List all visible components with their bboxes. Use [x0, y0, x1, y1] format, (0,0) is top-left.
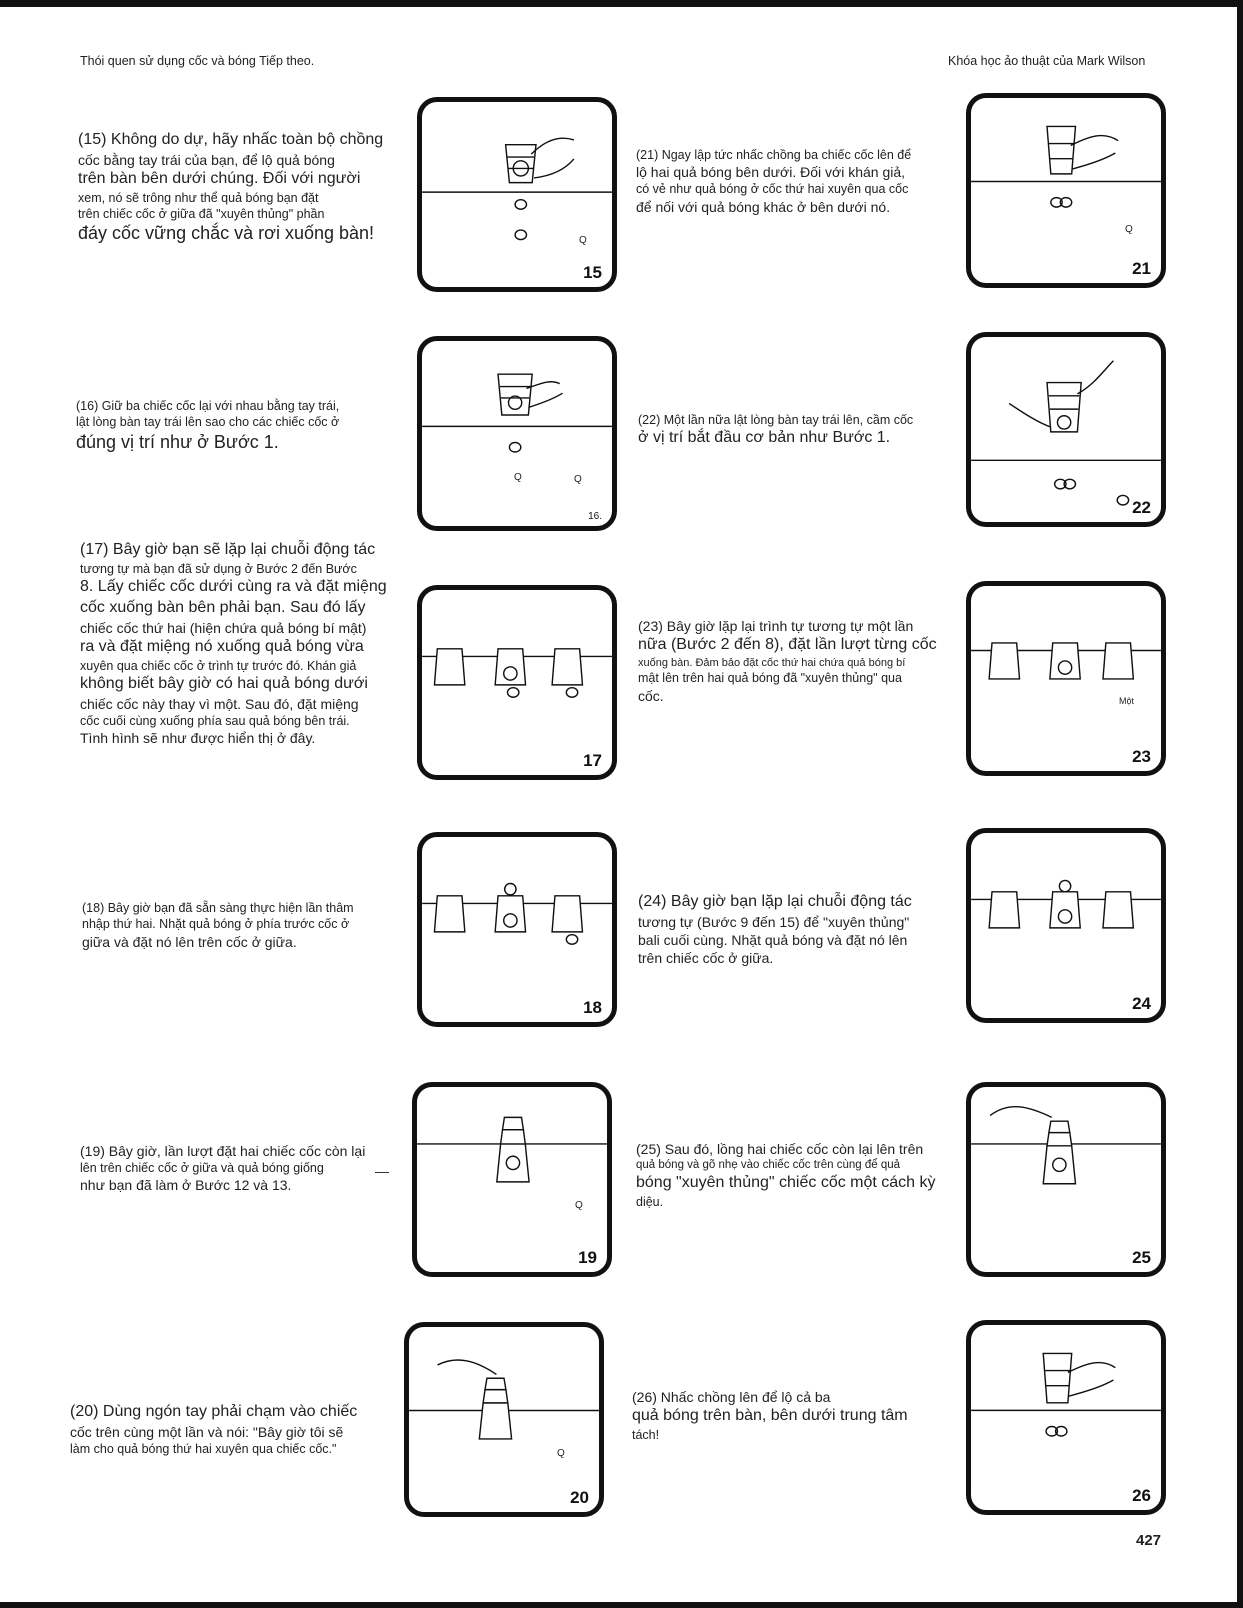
figure-15-number: 15 [583, 263, 602, 282]
step-21-text: (21) Ngay lập tức nhấc chồng ba chiếc cốc lên để lộ hai quả bóng bên dưới. Đối với khán giả, có vẻ như quả bóng ở cốc thứ hai xuyên qua cốc để nối với quả bóng khác ở bên dưới nó. [636, 148, 912, 215]
figure-15-ball-label: Q [579, 235, 587, 246]
figure-22-drawing [971, 337, 1161, 522]
step-18-text: (18) Bây giờ bạn đã sẵn sàng thực hiện lần thâm nhập thứ hai. Nhặt quả bóng ở phía trước cốc ở giữa và đặt nó lên trên cốc ở giữa. [82, 901, 354, 950]
figure-16 [417, 336, 617, 531]
figure-26-number: 26 [1132, 1486, 1151, 1505]
figure-17 [417, 585, 617, 780]
step-19-text: (19) Bây giờ, lần lượt đặt hai chiếc cốc còn lại lên trên chiếc cốc ở giữa và quả bóng giống như bạn đã làm ở Bước 12 và 13. [80, 1143, 366, 1194]
figure-25 [966, 1082, 1166, 1277]
step-20-text: (20) Dùng ngón tay phải chạm vào chiếc cốc trên cùng một lần và nói: "Bây giờ tôi sẽ làm cho quả bóng thứ hai xuyên qua chiếc cốc." [70, 1403, 358, 1456]
running-header-right: Khóa học ảo thuật của Mark Wilson [948, 54, 1146, 68]
figure-24-drawing [971, 833, 1161, 1018]
figure-20-number: 20 [570, 1488, 589, 1507]
figure-15-drawing [422, 102, 612, 287]
figure-23 [966, 581, 1166, 776]
step-22-text: (22) Một lần nữa lật lòng bàn tay trái lên, cầm cốc ở vị trí bắt đầu cơ bản như Bước 1. [638, 413, 914, 447]
figure-20-ball-label: Q [557, 1448, 565, 1459]
step-26-text: (26) Nhấc chồng lên để lộ cả ba quả bóng trên bàn, bên dưới trung tâm tách! [632, 1389, 908, 1442]
figure-24-number: 24 [1132, 994, 1151, 1013]
running-header-left: Thói quen sử dụng cốc và bóng Tiếp theo. [80, 54, 315, 68]
figure-17-drawing [422, 590, 612, 775]
figure-25-number: 25 [1132, 1248, 1151, 1267]
figure-18-number: 18 [583, 998, 602, 1017]
step-15-text: (15) Không do dự, hãy nhấc toàn bộ chồng cốc bằng tay trái của bạn, để lộ quả bóng trên bàn bên dưới chúng. Đối với người xem, nó sẽ trông như thể quả bóng bạn đặt trên chiếc cốc ở giữa đã "xuyên thủng" phần đáy cốc vững chắc và rơi xuống bàn! [78, 131, 384, 244]
figure-21-number: 21 [1132, 259, 1151, 278]
figure-16-number: 16. [588, 511, 602, 522]
figure-21 [966, 93, 1166, 288]
step-24-text: (24) Bây giờ bạn lặp lại chuỗi động tác tương tự (Bước 9 đến 15) để "xuyên thủng" bali cuối cùng. Nhặt quả bóng và đặt nó lên trên chiếc cốc ở giữa. [638, 893, 912, 967]
figure-21-drawing [971, 98, 1161, 283]
step-19-dash: — [375, 1163, 389, 1179]
figure-26-drawing [971, 1325, 1161, 1510]
figure-23-drawing [971, 586, 1161, 771]
figure-22-number: 22 [1132, 498, 1151, 517]
figure-20-drawing [409, 1327, 599, 1512]
step-25-text: (25) Sau đó, lồng hai chiếc cốc còn lại lên trên quả bóng và gõ nhẹ vào chiếc cốc trên cùng để quả bóng "xuyên thủng" chiếc cốc một cách kỳ diệu. [636, 1141, 936, 1209]
step-17-text: (17) Bây giờ bạn sẽ lặp lại chuỗi động tác tương tự mà bạn đã sử dụng ở Bước 2 đến Bước 8. Lấy chiếc cốc dưới cùng ra và đặt miệng cốc xuống bàn bên phải bạn. Sau đó lấy chiếc cốc thứ hai (hiện chứa quả bóng bí mật) ra và đặt miệng nó xuống quả bóng vừa xuyên qua chiếc cốc ở trình tự trước đó. Khán giả không biết bây giờ có hai quả bóng dưới chiếc cốc này thay vì một. Sau đó, đặt miệng cốc cuối cùng xuống phía sau quả bóng bên trái. Tình hình sẽ như được hiển thị ở đây. [80, 541, 387, 747]
page-right-border [1237, 0, 1243, 1608]
figure-19-number: 19 [578, 1248, 597, 1267]
figure-21-ball-label: Q [1125, 224, 1133, 235]
figure-16-ball-label-2: Q [574, 474, 582, 485]
figure-18 [417, 832, 617, 1027]
figure-26 [966, 1320, 1166, 1515]
figure-17-number: 17 [583, 751, 602, 770]
figure-19-ball-label: Q [575, 1200, 583, 1211]
step-23-text: (23) Bây giờ lặp lại trình tự tương tự một lần nữa (Bước 2 đến 8), đặt lần lượt từng cốc xuống bàn. Đảm bảo đặt cốc thứ hai chứa quả bóng bí mật lên trên hai quả bóng đã "xuyên thủng" qua cốc. [638, 618, 937, 704]
figure-20 [404, 1322, 604, 1517]
page-number: 427 [1136, 1532, 1162, 1549]
cup-stack-lifted [506, 145, 536, 183]
figure-15 [417, 97, 617, 292]
figure-16-ball-label-1: Q [514, 472, 522, 483]
figure-19-drawing [417, 1087, 607, 1272]
figure-19 [412, 1082, 612, 1277]
figure-23-ball-label: Một [1119, 696, 1135, 706]
figure-18-drawing [422, 837, 612, 1022]
figure-22 [966, 332, 1166, 527]
page-top-border [0, 0, 1243, 7]
figure-25-drawing [971, 1087, 1161, 1272]
figure-24 [966, 828, 1166, 1023]
step-16-text: (16) Giữ ba chiếc cốc lại với nhau bằng tay trái, lật lòng bàn tay trái lên sao cho các chiếc cốc ở đúng vị trí như ở Bước 1. [76, 399, 340, 452]
figure-23-number: 23 [1132, 747, 1151, 766]
page-bottom-border [0, 1602, 1243, 1608]
figure-16-drawing [422, 341, 612, 526]
